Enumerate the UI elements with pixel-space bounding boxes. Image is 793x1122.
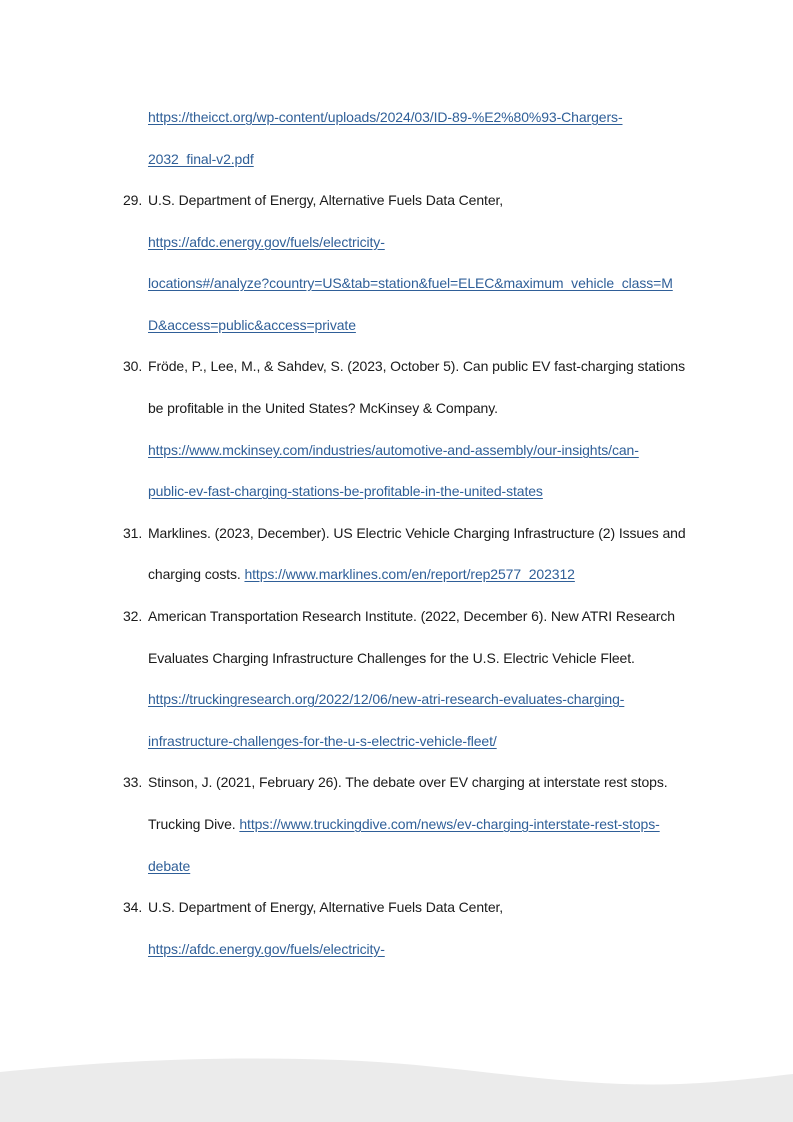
- reference-line: [148, 606, 675, 626]
- reference-continuation-line: [148, 149, 254, 169]
- reference-link[interactable]: debate: [148, 858, 191, 874]
- reference-link[interactable]: 2032_final-v2.pdf: [148, 151, 254, 167]
- reference-line: [148, 273, 673, 293]
- reference-link[interactable]: https://truckingresearch.org/2022/12/06/new-atri-research-evaluates-charging-: [148, 691, 625, 707]
- reference-text: U.S. Department of Energy, Alternative Fuels Data Center,: [148, 899, 504, 915]
- reference-link[interactable]: https://afdc.energy.gov/fuels/electricity-: [148, 234, 385, 250]
- reference-line: [148, 648, 635, 668]
- reference-text: U.S. Department of Energy, Alternative Fuels Data Center,: [148, 192, 504, 208]
- reference-line: [148, 814, 660, 834]
- reference-text: American Transportation Research Institute. (2022, December 6). New ATRI Research: [148, 608, 675, 624]
- reference-line: [148, 564, 575, 584]
- reference-line: [148, 939, 385, 959]
- reference-link[interactable]: public-ev-fast-charging-stations-be-profitable-in-the-united-states: [148, 483, 543, 499]
- reference-text: Evaluates Charging Infrastructure Challenges for the U.S. Electric Vehicle Fleet.: [148, 650, 635, 666]
- reference-line: [148, 731, 497, 751]
- reference-line: [148, 689, 624, 709]
- reference-text: Fröde, P., Lee, M., & Sahdev, S. (2023, October 5). Can public EV fast-charging stations: [148, 358, 685, 374]
- footer-wave-decoration: [0, 1040, 793, 1122]
- reference-line: [148, 440, 639, 460]
- reference-link[interactable]: https://afdc.energy.gov/fuels/electricity-: [148, 941, 385, 957]
- reference-number: 30.: [123, 358, 143, 374]
- reference-line: [148, 772, 668, 792]
- reference-number: 34.: [123, 899, 143, 915]
- reference-text: charging costs.: [148, 566, 245, 582]
- reference-number: 33.: [123, 774, 143, 790]
- reference-line: [148, 356, 685, 376]
- reference-text: Trucking Dive.: [148, 816, 240, 832]
- reference-link[interactable]: infrastructure-challenges-for-the-u-s-electric-vehicle-fleet/: [148, 733, 497, 749]
- reference-number: 29.: [123, 192, 143, 208]
- reference-number: 31.: [123, 525, 143, 541]
- reference-text: Marklines. (2023, December). US Electric Vehicle Charging Infrastructure (2) Issues and: [148, 525, 686, 541]
- reference-number: 32.: [123, 608, 143, 624]
- reference-line: [148, 315, 356, 335]
- reference-line: [148, 481, 543, 501]
- reference-line: [148, 523, 686, 543]
- reference-link[interactable]: locations#/analyze?country=US&tab=station&fuel=ELEC&maximum_vehicle_class=M: [148, 275, 673, 291]
- reference-line: [148, 897, 503, 917]
- reference-text: be profitable in the United States? McKinsey & Company.: [148, 400, 498, 416]
- reference-line: [148, 190, 503, 210]
- reference-line: [148, 232, 385, 252]
- reference-line: [148, 398, 498, 418]
- reference-link[interactable]: D&access=public&access=private: [148, 317, 356, 333]
- reference-line: [148, 856, 190, 876]
- reference-link[interactable]: https://theicct.org/wp-content/uploads/2024/03/ID-89-%E2%80%93-Chargers-: [148, 109, 623, 125]
- reference-link[interactable]: https://www.truckingdive.com/news/ev-charging-interstate-rest-stops-: [239, 816, 660, 832]
- reference-text: Stinson, J. (2021, February 26). The debate over EV charging at interstate rest stops.: [148, 774, 668, 790]
- reference-continuation-line: [148, 107, 623, 127]
- reference-link[interactable]: https://www.marklines.com/en/report/rep2577_202312: [244, 566, 575, 582]
- reference-link[interactable]: https://www.mckinsey.com/industries/automotive-and-assembly/our-insights/can-: [148, 442, 639, 458]
